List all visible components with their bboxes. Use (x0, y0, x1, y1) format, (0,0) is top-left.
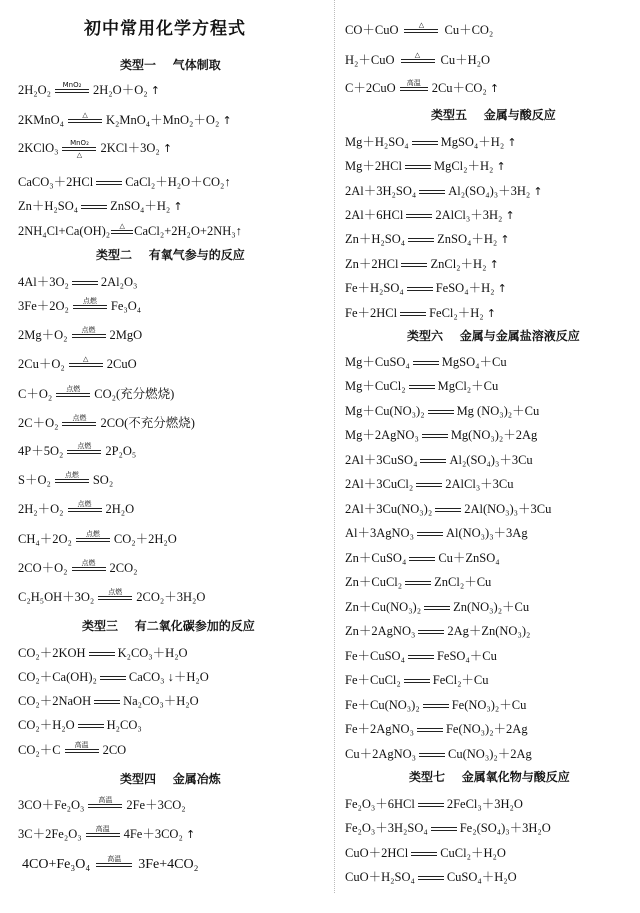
equation: 3Fe＋2O₂ 点燃 Fe₃O₄ (18, 297, 142, 313)
heat-symbol: △ (119, 222, 125, 230)
equation: Fe＋H₂SO₄ FeSO₄＋H₂ ↑ (345, 281, 507, 295)
category-heading: 类型六 金属与金属盐溶液反应 (407, 329, 580, 343)
high-temp-label: 高温 (95, 825, 110, 834)
equation: 2Al＋3CuSO₄ Al₂(SO₄)₃＋3Cu (345, 453, 533, 467)
right-column (334, 0, 640, 893)
equation: CO₂＋2KOH K₂CO₃＋H₂O (18, 646, 188, 660)
equation: 4P＋5O₂ 点燃 2P₂O₅ (18, 442, 137, 458)
ignition-label: 点燃 (64, 471, 79, 480)
equation: Mg＋CuCl₂ MgCl₂＋Cu (345, 379, 499, 393)
equation: 2H₂O₂ MnO₂ 2H₂O＋O₂ ↑ (18, 81, 160, 97)
equation: 2Mg＋O₂ 点燃 2MgO (18, 326, 143, 342)
equation: CO₂＋Ca(OH)₂ CaCO₃ ↓＋H₂O (18, 670, 209, 684)
equation: Fe₂O₃＋6HCl 2FeCl₃＋3H₂O (345, 797, 523, 811)
heat-symbol: △ (76, 151, 83, 160)
ignition-label: 点燃 (72, 414, 87, 423)
equation: S＋O₂ 点燃 SO₂ (18, 471, 114, 487)
equation: Al＋3AgNO₃ Al(NO₃)₃＋3Ag (345, 526, 528, 540)
equation: Fe₂O₃＋3H₂SO₄ Fe₂(SO₄)₃＋3H₂O (345, 821, 551, 835)
equation: Mg＋H₂SO₄ MgSO₄＋H₂ ↑ (345, 135, 517, 149)
equation: Cu＋2AgNO₃ Cu(NO₃)₂＋2Ag (345, 747, 532, 761)
equation: 2Al＋3Cu(NO₃)₂ 2Al(NO₃)₃＋3Cu (345, 502, 552, 516)
high-temp-label: 高温 (98, 796, 113, 805)
equation: C＋O₂ 点燃 CO₂(充分燃烧) (18, 385, 175, 401)
heat-symbol: △ (83, 355, 89, 364)
category-heading: 类型五 金属与酸反应 (431, 108, 556, 122)
page-title: 初中常用化学方程式 (84, 19, 246, 39)
equation: Fe＋2AgNO₃ Fe(NO₃)₂＋2Ag (345, 722, 528, 736)
equation: 2Al＋3CuCl₂ 2AlCl₃＋3Cu (345, 477, 514, 491)
equation: Zn＋H₂SO₄ ZnSO₄＋H₂ ↑ (18, 199, 183, 213)
heat-symbol: △ (82, 111, 88, 120)
category-heading: 类型一 气体制取 (120, 58, 221, 72)
equation: 2C＋O₂ 点燃 2CO(不充分燃烧) (18, 414, 195, 430)
equation: CH₄＋2O₂ 点燃 CO₂＋2H₂O (18, 530, 177, 546)
category-heading: 类型二 有氧气参与的反应 (96, 248, 245, 262)
equation: 2H₂＋O₂ 点燃 2H₂O (18, 500, 135, 516)
equation: CuO＋2HCl CuCl₂＋H₂O (345, 846, 506, 860)
equation: Mg＋2HCl MgCl₂＋H₂ ↑ (345, 159, 506, 173)
equation: C＋2CuO 高温 2Cu＋CO₂ ↑ (345, 79, 500, 95)
equation: Zn＋2HCl ZnCl₂＋H₂ ↑ (345, 257, 499, 271)
ignition-label: 点燃 (81, 559, 96, 568)
equation: Zn＋CuCl₂ ZnCl₂＋Cu (345, 575, 492, 589)
ignition-label: 点燃 (77, 442, 92, 451)
equation: 2Cu＋O₂ △ 2CuO (18, 355, 137, 371)
equation: Mg＋2AgNO₃ Mg(NO₃)₂＋2Ag (345, 428, 538, 442)
high-temp-label: 高温 (406, 79, 421, 88)
equation: CO₂＋C 高温 2CO (18, 741, 127, 757)
ignition-label: 点燃 (81, 326, 96, 335)
equation: CO₂＋2NaOH Na₂CO₃＋H₂O (18, 694, 199, 708)
equation: CO₂＋H₂O H₂CO₃ (18, 718, 142, 732)
equation: 3C＋2Fe₂O₃ 高温 4Fe＋3CO₂ ↑ (18, 825, 196, 841)
equation: 4CO+Fe₃O₄ 高温 3Fe+4CO₂ (22, 855, 199, 873)
equation: 2Al＋3H₂SO₄ Al₂(SO₄)₃＋3H₂ ↑ (345, 184, 543, 198)
equation: 2KClO₃ MnO₂ △ 2KCl＋3O₂ ↑ (18, 139, 173, 160)
heat-symbol: △ (414, 51, 421, 60)
equation: CuO＋H₂SO₄ CuSO₄＋H₂O (345, 870, 517, 884)
equation: Fe＋CuCl₂ FeCl₂＋Cu (345, 673, 489, 687)
equation: Fe＋2HCl FeCl₂＋H₂ ↑ (345, 306, 496, 320)
high-temp-label: 高温 (107, 855, 122, 863)
equation: Zn＋H₂SO₄ ZnSO₄＋H₂ ↑ (345, 232, 510, 246)
catalyst-label: MnO₂ (62, 81, 82, 90)
catalyst-label: MnO₂ (70, 139, 89, 148)
heat-symbol: △ (418, 21, 425, 30)
ignition-label: 点燃 (82, 297, 97, 306)
equation: Mg＋Cu(NO₃)₂ Mg (NO₃)₂＋Cu (345, 404, 540, 418)
equation: 2KMnO₄ △ K₂MnO₄＋MnO₂＋O₂ ↑ (18, 111, 232, 127)
category-heading: 类型七 金属氧化物与酸反应 (409, 770, 570, 784)
equation: C₂H₅OH＋3O₂ 点燃 2CO₂＋3H₂O (18, 588, 206, 604)
equation: Fe＋CuSO₄ FeSO₄＋Cu (345, 649, 497, 663)
ignition-label: 点燃 (85, 530, 100, 539)
equation: 2Al＋6HCl 2AlCl₃＋3H₂ ↑ (345, 208, 515, 222)
equation: Zn＋CuSO₄ Cu＋ZnSO₄ (345, 551, 500, 565)
category-heading: 类型三 有二氧化碳参加的反应 (82, 619, 255, 633)
equation: 4Al＋3O₂ 2Al₂O₃ (18, 275, 138, 289)
equation: CaCO₃＋2HCl CaCl₂＋H₂O＋CO₂↑ (18, 175, 231, 189)
equation: H₂＋CuO △ Cu＋H₂O (345, 51, 490, 67)
equation: 2NH₄Cl+Ca(OH)₂ △ CaCl₂+2H₂O+2NH₃↑ (18, 222, 242, 238)
high-temp-label: 高温 (74, 741, 89, 750)
equation: Zn＋Cu(NO₃)₂ Zn(NO₃)₂＋Cu (345, 600, 530, 614)
ignition-label: 点燃 (66, 385, 81, 394)
ignition-label: 点燃 (77, 500, 92, 509)
category-heading: 类型四 金属冶炼 (120, 772, 221, 786)
equation: Fe＋Cu(NO₃)₂ Fe(NO₃)₂＋Cu (345, 698, 527, 712)
equation: 2CO＋O₂ 点燃 2CO₂ (18, 559, 138, 575)
equation: CO＋CuO △ Cu＋CO₂ (345, 21, 494, 37)
equation: Zn＋2AgNO₃ 2Ag＋Zn(NO₃)₂ (345, 624, 531, 638)
ignition-label: 点燃 (108, 588, 123, 597)
equation: Mg＋CuSO₄ MgSO₄＋Cu (345, 355, 507, 369)
equation: 3CO＋Fe₂O₃ 高温 2Fe＋3CO₂ (18, 796, 186, 812)
